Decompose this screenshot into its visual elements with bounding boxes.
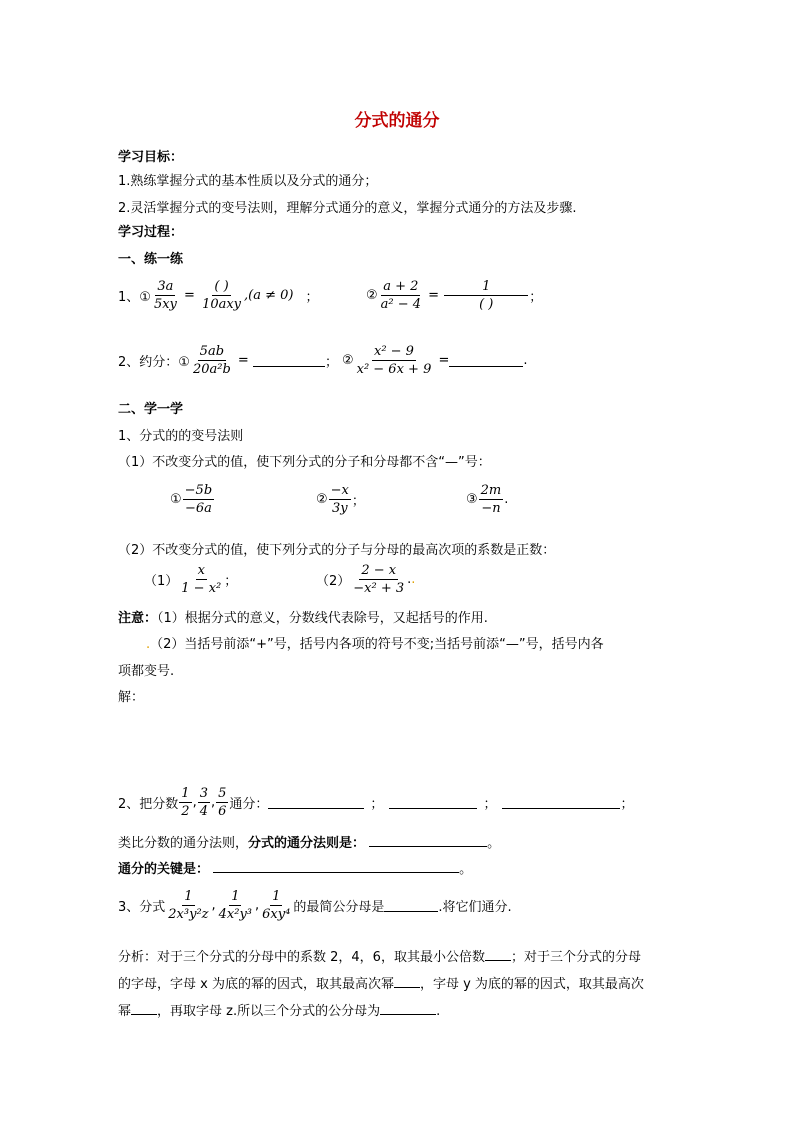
analysis-line-2: 的字母，字母 x 为底的幂的因式，取其最高次幂 ，字母 y 为底的幂的因式，取其最高次 [118,977,644,992]
q1-row: 1、① $\frac{3a}{5xy}$ = $\frac{( )}{\text{10axy}}$ ,(a ≠ 0) ； [118,279,319,312]
note-label: 注意： [118,611,158,626]
lcm-blank[interactable] [485,948,511,961]
q1a-fraction: $\frac{3a}{5xy}$ [153,279,177,312]
q2-prefix: 2、约分：① [118,355,190,370]
q3-row: 3、分式 $\frac{1}{\text{2x³y²z}}$ , $\frac{1}{\text{4x²y³}}$ , $\frac{1}{\text{6xy⁴}}$ 的最简公分母是 .将它们通分. [118,889,512,922]
q1b-rhs-fraction: $\frac{1}{( )}$ [444,278,528,313]
q2b-answer-blank[interactable] [449,354,523,367]
q2-row: 2、约分：① $\frac{5ab}{\text{20a²b}}$ = ； ② $\frac{\text{x² − 9}}{\text{x² − 6x + 9}}$ = . [118,344,528,377]
q2a-fraction: $\frac{5ab}{\text{20a²b}}$ [192,344,231,377]
goals-heading: 学习目标： [118,150,184,165]
q2-answer-blank-2[interactable] [389,796,477,809]
key-line: 通分的关键是： 。 [118,862,473,877]
x-power-blank[interactable] [394,975,420,988]
p2-item-1: （1） $\frac{x}{\text{1 − x²}}$ ； [144,563,238,596]
q1a-rhs-fraction: $\frac{( )}{\text{10axy}}$ [202,279,242,312]
p1-item-1: ① $\frac{-5b}{-6a}$ [170,483,213,516]
q3-answer-blank[interactable] [384,899,438,912]
analysis-line-1: 分析：对于三个分式的分母中的系数 2，4，6，取其最小公倍数 ；对于三个分式的分母 [118,950,641,965]
section2-heading: 二、学一学 [118,402,184,417]
process-heading: 学习过程： [118,225,184,240]
analogy-line: 类比分数的通分法则，分式的通分法则是： 。 [118,836,501,851]
section1-heading: 一、练一练 [118,252,184,267]
p1-item-2: ② $\frac{-x}{3y}$ ； [316,483,365,516]
q2a-answer-blank[interactable] [253,354,325,367]
section2-p2: （2）不改变分式的值，使下列分式的分子与分母的最高次项的系数是正数： [118,543,556,558]
analysis-line-3: 幂 ，再取字母 z.所以三个分式的公分母为 . [118,1004,441,1019]
q2-answer-blank-3[interactable] [502,796,620,809]
section2-p1: （1）不改变分式的值，使下列分式的分子和分母都不含“—”号： [118,455,491,470]
q2-fractions-row: 2、把分数 $\frac{1}{2}$ , $\frac{3}{4}$ , $\frac{5}{6}$ 通分： ； ； ； [118,786,634,819]
goal-item-1: 1.熟练掌握分式的基本性质以及分式的通分； [118,174,378,189]
y-power-blank[interactable] [131,1002,157,1015]
p2-item-2: （2） $\frac{2 - x}{\text{−x² + 3}}$ . . [316,563,416,596]
page-title: 分式的通分 [354,111,440,131]
q2b-fraction: $\frac{\text{x² − 9}}{\text{x² − 6x + 9}}$ [356,344,432,377]
note-line-1: 注意：（1）根据分式的意义，分数线代表除号，又起括号的作用. [118,611,488,626]
q1b-row: ② $\frac{a + 2}{\text{a² − 4}}$ = $\frac{1}{( )}$ ； [366,279,543,312]
q1-prefix: 1、① [118,290,151,305]
solve-label: 解： [118,690,145,705]
key-answer-blank[interactable] [213,860,459,873]
note-line-3: 项都变号. [118,664,175,679]
q1a-condition: ,(a ≠ 0) [244,288,294,303]
goal-item-2: 2.灵活掌握分式的变号法则，理解分式通分的意义，掌握分式通分的方法及步骤. [118,201,577,216]
section2-sub1: 1、分式的的变号法则 [118,429,244,444]
note-line-2: .（2）当括号前添“+”号，括号内各项的符号不变;当括号前添“—”号，括号内各 [146,637,604,652]
q2-answer-blank-1[interactable] [268,796,364,809]
q1b-fraction: $\frac{a + 2}{\text{a² − 4}}$ [380,279,422,312]
p1-item-3: ③ $\frac{2m}{-n}$ . [466,483,509,516]
common-denominator-blank[interactable] [380,1002,436,1015]
rule-answer-blank[interactable] [369,834,487,847]
